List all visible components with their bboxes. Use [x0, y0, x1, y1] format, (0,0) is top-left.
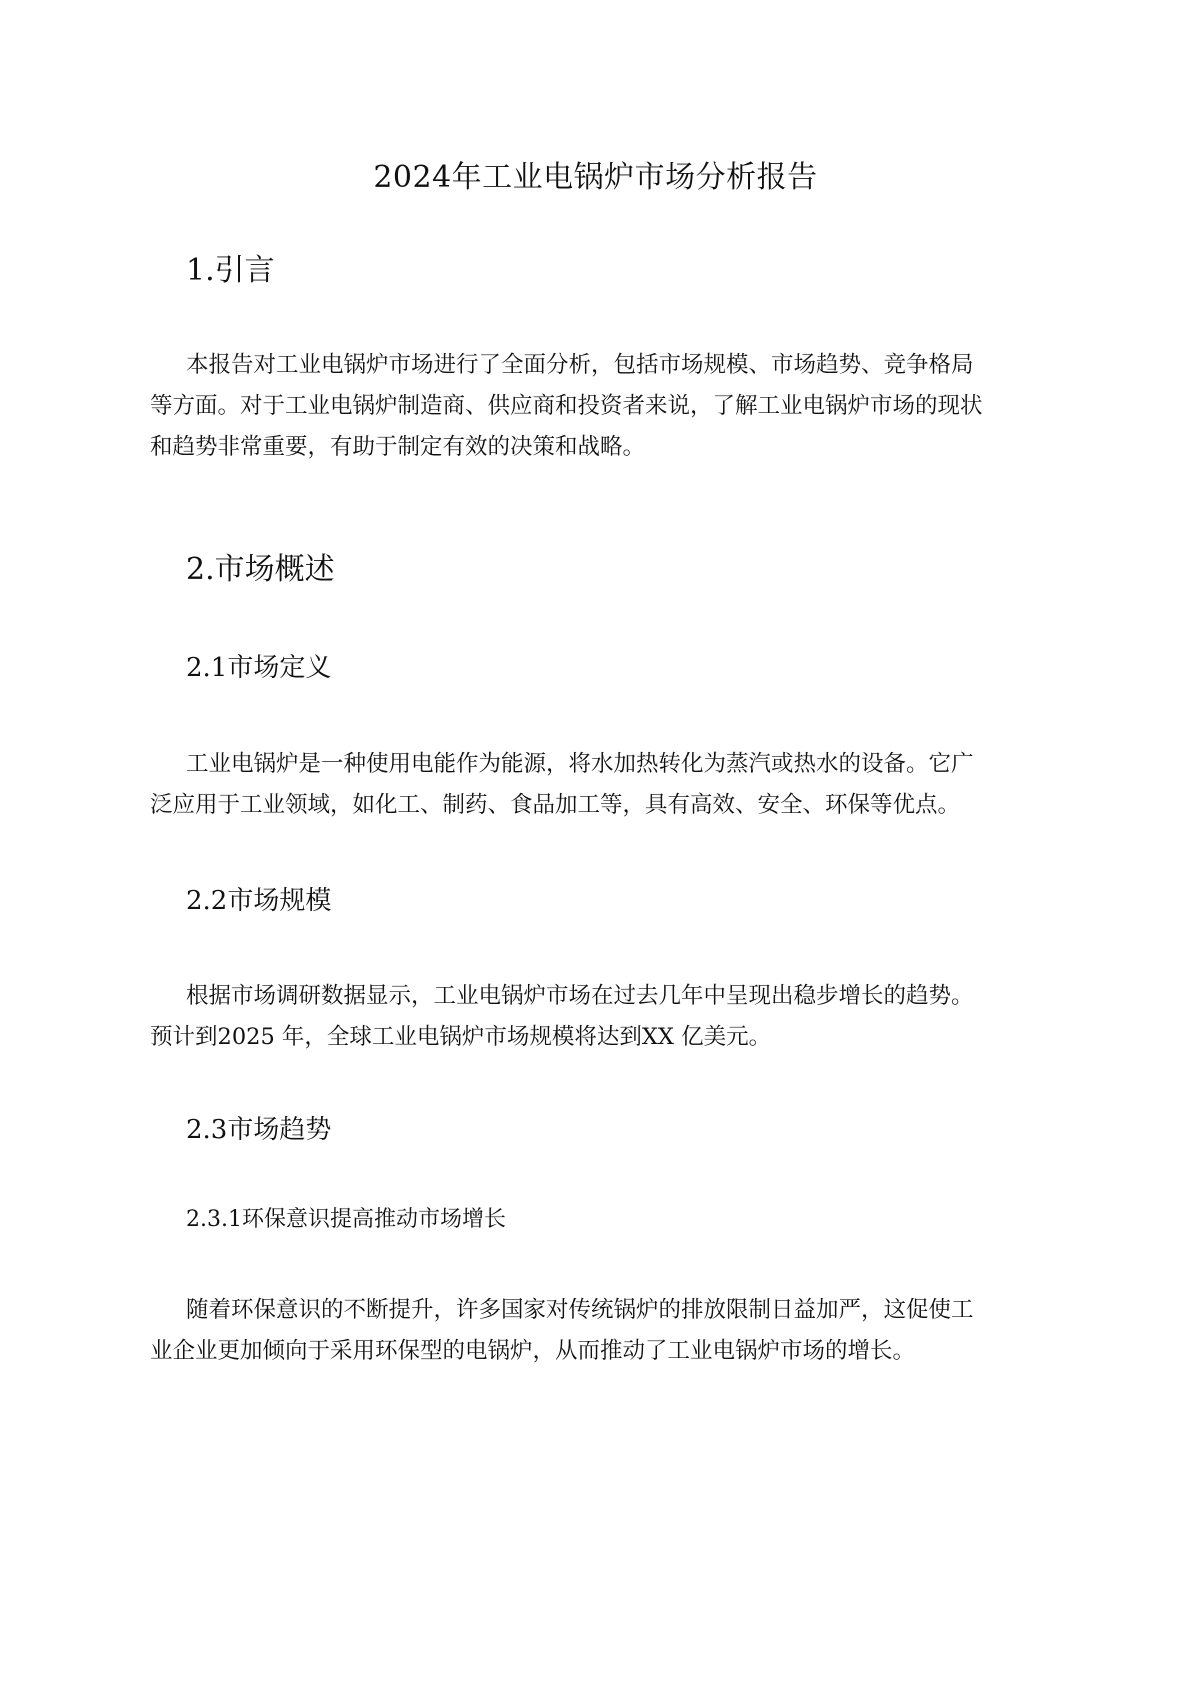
market-size-paragraph: [150, 976, 1050, 1058]
paragraph-line: 本报告对工业电锅炉市场进行了全面分析，包括市场规模、市场趋势、竞争格局: [186, 352, 974, 378]
market-definition-paragraph: [150, 744, 1050, 826]
paragraph-line: 工业电锅炉是一种使用电能作为能源，将水加热转化为蒸汽或热水的设备。它广: [186, 751, 974, 777]
section-heading-introduction: 1.引言: [186, 253, 275, 288]
paragraph-line: 预计到2025 年，全球工业电锅炉市场规模将达到XX 亿美元。: [150, 1024, 772, 1050]
paragraph-line: 随着环保意识的不断提升，许多国家对传统锅炉的排放限制日益加严，这促使工: [186, 1297, 974, 1323]
paragraph-line: 根据市场调研数据显示，工业电锅炉市场在过去几年中呈现出稳步增长的趋势。: [186, 983, 974, 1009]
introduction-paragraph: [150, 345, 1050, 468]
paragraph-line: 泛应用于工业领域，如化工、制药、食品加工等，具有高效、安全、环保等优点。: [150, 792, 961, 818]
paragraph-line: 等方面。对于工业电锅炉制造商、供应商和投资者来说，了解工业电锅炉市场的现状: [150, 393, 983, 419]
document-title: 2024年工业电锅炉市场分析报告: [373, 160, 818, 195]
subsection-heading-market-size: 2.2市场规模: [186, 886, 332, 916]
paragraph-line: 业企业更加倾向于采用环保型的电锅炉，从而推动了工业电锅炉市场的增长。: [150, 1338, 916, 1364]
subsection-heading-market-definition: 2.1市场定义: [186, 653, 332, 683]
section-heading-market-overview: 2.市场概述: [186, 552, 335, 587]
subsubsection-heading-environmental-awareness: 2.3.1环保意识提高推动市场增长: [186, 1207, 506, 1232]
paragraph-line: 和趋势非常重要，有助于制定有效的决策和战略。: [150, 434, 646, 460]
environmental-awareness-paragraph: [150, 1290, 1050, 1372]
subsection-heading-market-trends: 2.3市场趋势: [186, 1115, 332, 1145]
